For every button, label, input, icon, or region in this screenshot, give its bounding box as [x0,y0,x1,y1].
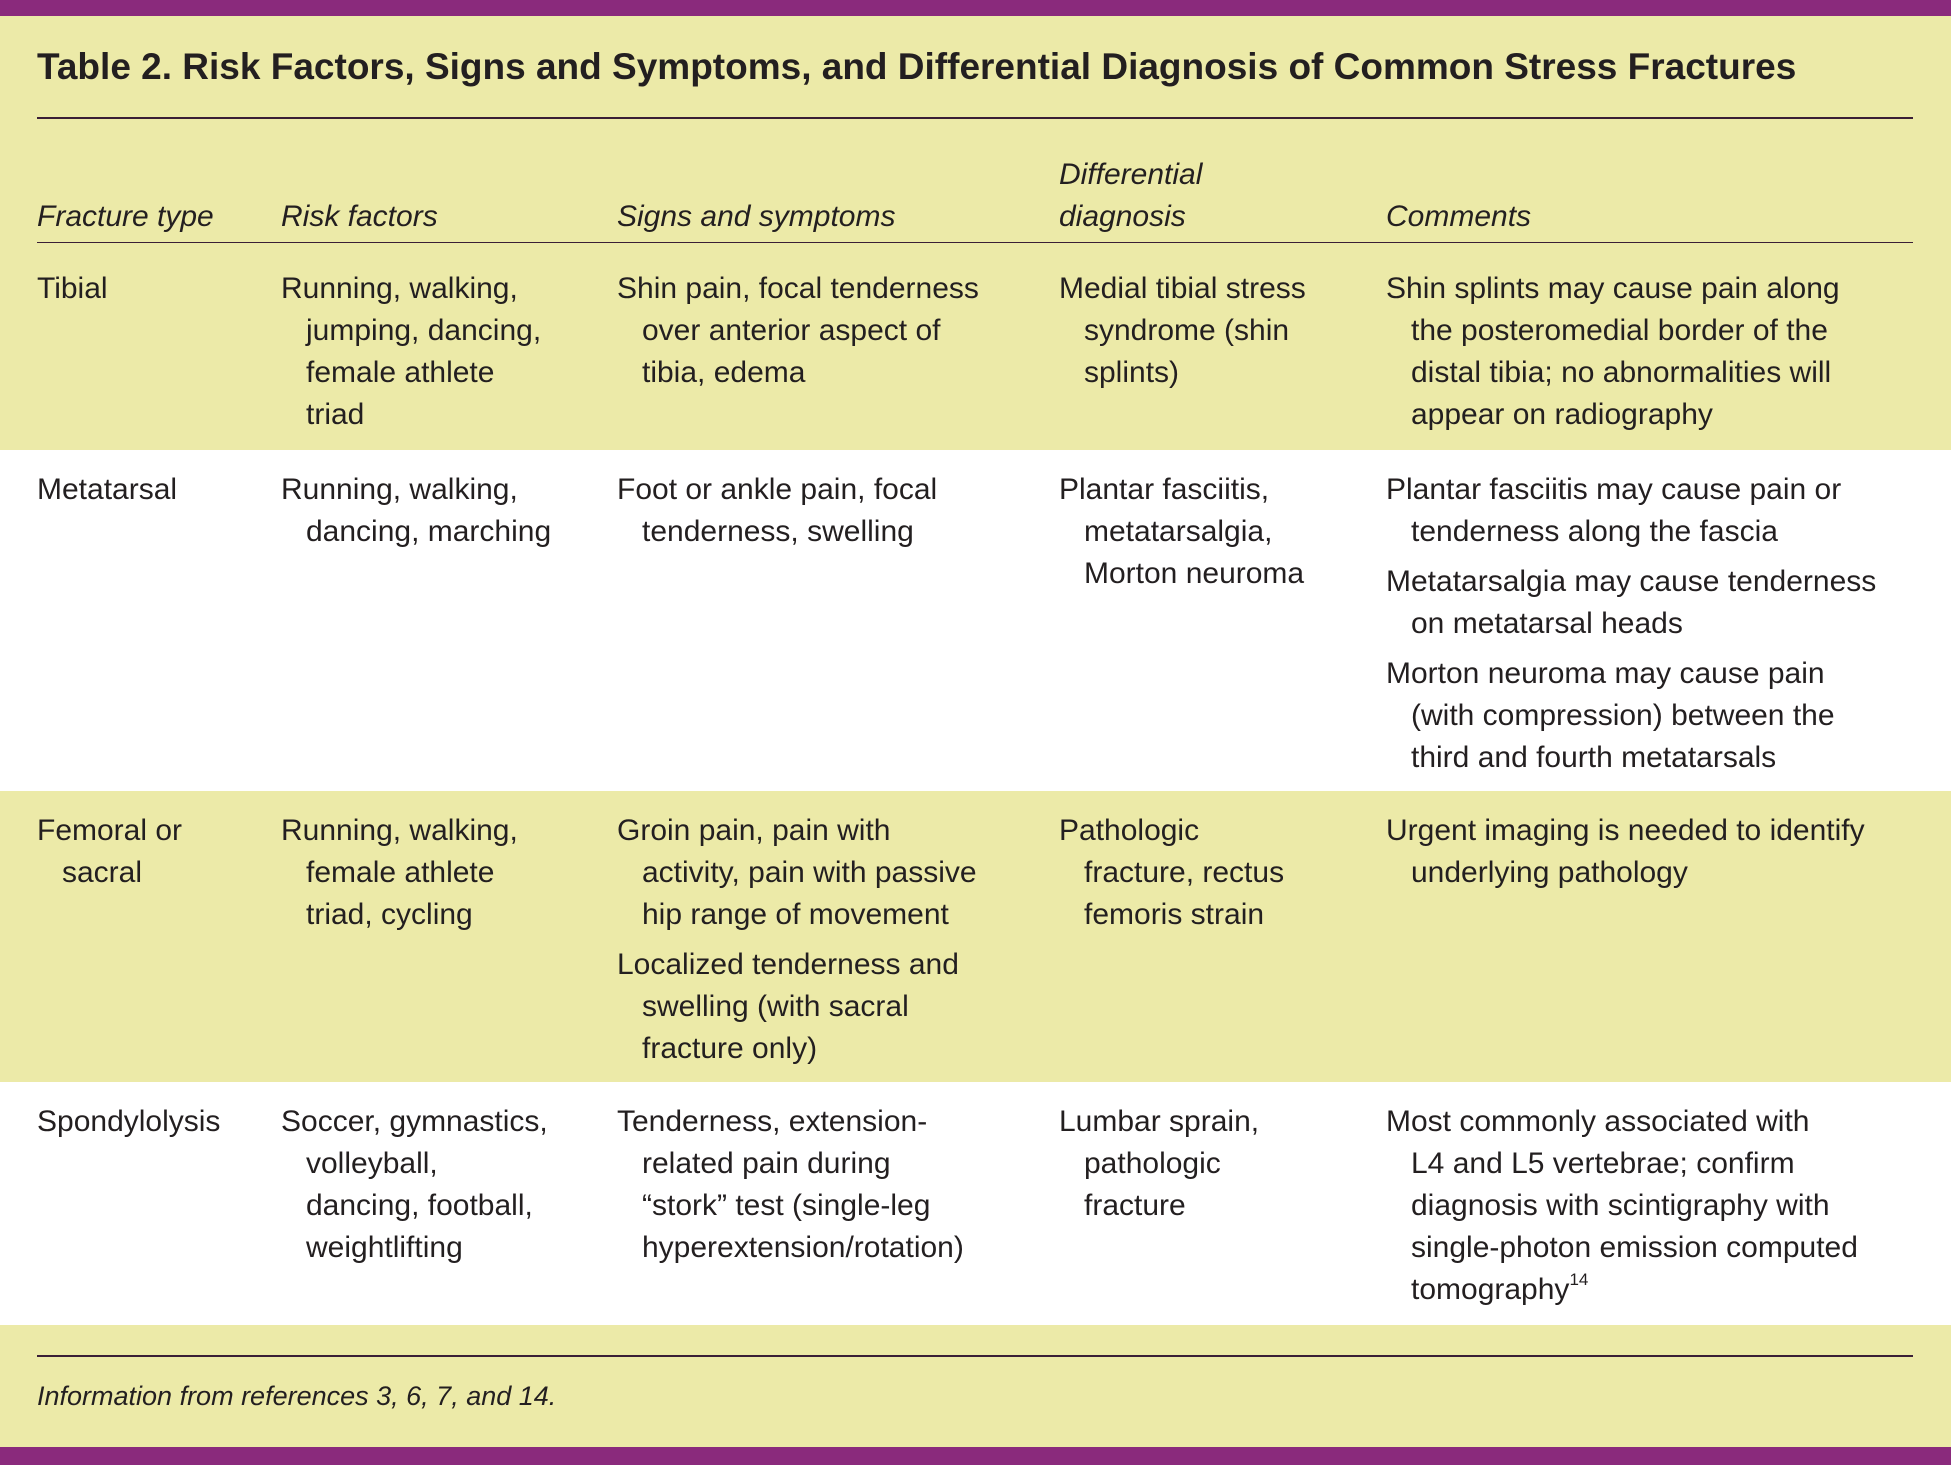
cell-text: dancing, marching [306,515,552,548]
cell-paragraph [1386,653,1876,779]
cell-text: Plantar fasciitis may cause pain or [1386,473,1842,506]
cell-line [1059,268,1306,310]
cell-text: tomography [1411,1273,1570,1306]
cell-text: pathologic [1084,1147,1221,1180]
cell-text: activity, pain with passive [642,856,977,889]
cell-text: Femoral or [37,814,183,847]
cell-text: underlying pathology [1411,856,1688,889]
cell-line [1386,603,1876,645]
cell-text: sacral [62,856,143,889]
cell-text: weightlifting [306,1231,463,1264]
cell-line [281,1185,548,1227]
cell-paragraph [1386,561,1876,645]
cell-text: fracture, rectus [1084,856,1285,889]
cell-line [1386,695,1876,737]
cell-line [1386,810,1865,852]
cell-text: triad [306,398,365,431]
cell-paragraph [281,469,551,553]
cell-line [617,1143,964,1185]
cell-line [281,894,518,936]
cell-text: Tenderness, extension- [617,1105,928,1138]
cell-text: Running, walking, [281,473,518,506]
table-row [0,243,1951,450]
cell-line [37,1101,220,1143]
cell-line [1059,810,1284,852]
cell-line [37,268,108,310]
cell-text: single-photon emission computed [1411,1231,1858,1264]
cell-text: triad, cycling [306,898,473,931]
cell-line [1059,511,1304,553]
header-line: Signs and symptoms [617,200,896,233]
cell-text: splints) [1084,356,1180,389]
header-line: diagnosis [1059,200,1186,233]
cell-line [617,469,937,511]
cell-line [1386,1269,1858,1311]
cell-line [1386,394,1840,436]
cell-text: on metatarsal heads [1411,607,1683,640]
table-row [0,791,1951,1082]
cell-text: Pathologic [1059,814,1200,847]
cell-line [281,1101,548,1143]
cell-paragraph [1386,1101,1858,1311]
cell-risk-factors [281,268,541,444]
cell-line [617,810,977,852]
cell-line [617,268,979,310]
cell-line [617,310,979,352]
cell-text: hip range of movement [642,898,949,931]
cell-text: female athlete [306,856,495,889]
cell-paragraph [1386,268,1840,436]
cell-line [1386,852,1865,894]
cell-line [1059,310,1306,352]
cell-line [1386,561,1876,603]
cell-line [617,352,979,394]
cell-text: Soccer, gymnastics, [281,1105,548,1138]
cell-line [1059,469,1304,511]
cell-paragraph [1059,1101,1259,1227]
cell-text: related pain during [642,1147,891,1180]
cell-differential-diagnosis [1059,469,1304,603]
table-header [0,150,1951,238]
cell-text: Morton neuroma may cause pain [1386,657,1825,690]
cell-line [1059,894,1284,936]
cell-line [281,810,518,852]
cell-line [1059,352,1306,394]
header-risk-factors [281,196,438,238]
cell-paragraph [1386,810,1865,894]
cell-line [1059,553,1304,595]
cell-paragraph [1059,810,1284,936]
cell-line [1386,1101,1858,1143]
cell-comments [1386,469,1876,787]
cell-text: tenderness along the fascia [1411,515,1778,548]
cell-paragraph [37,1101,220,1143]
cell-paragraph [37,469,177,511]
cell-text: volleyball, [306,1147,438,1180]
cell-signs-symptoms [617,1101,964,1277]
cell-text: Most commonly associated with [1386,1105,1810,1138]
cell-line [617,852,977,894]
header-comments [1386,196,1531,238]
cell-risk-factors [281,1101,548,1277]
cell-text: Spondylolysis [37,1105,221,1138]
cell-line [281,394,541,436]
cell-text: over anterior aspect of [642,314,941,347]
cell-text: female athlete [306,356,495,389]
cell-text: fracture only) [642,1032,818,1065]
cell-line [37,469,177,511]
footer-rule [37,1355,1913,1357]
cell-fracture-type [37,268,108,318]
cell-risk-factors [281,469,551,561]
cell-text: Urgent imaging is needed to identify [1386,814,1865,847]
cell-paragraph [37,268,108,310]
title-rule [37,117,1913,119]
cell-text: tibia, edema [642,356,806,389]
header-line: Comments [1386,200,1532,233]
cell-line [37,810,182,852]
cell-paragraph [281,268,541,436]
top-accent-bar [0,0,1951,16]
cell-paragraph [1386,469,1876,553]
header-line: Differential [1059,158,1203,191]
cell-line [281,852,518,894]
footnote: Information from references 3, 6, 7, and 14. [37,1381,557,1411]
cell-line [1386,310,1840,352]
cell-line [1386,1185,1858,1227]
cell-text: Running, walking, [281,272,518,305]
cell-line [1386,268,1840,310]
cell-line [281,1143,548,1185]
cell-line [281,268,541,310]
cell-line [1386,352,1840,394]
cell-line [617,511,937,553]
cell-signs-symptoms [617,268,979,402]
cell-paragraph [281,810,518,936]
cell-text: metatarsalgia, [1084,515,1273,548]
cell-line [1386,737,1876,779]
cell-line [281,310,541,352]
table-row [0,450,1951,791]
cell-differential-diagnosis [1059,1101,1259,1235]
cell-text: diagnosis with scintigraphy with [1411,1189,1830,1222]
cell-text: fracture [1084,1189,1186,1222]
cell-text: Metatarsalgia may cause tenderness [1386,565,1877,598]
cell-fracture-type [37,810,182,902]
cell-paragraph [1059,469,1304,595]
cell-text: distal tibia; no abnormalities will [1411,356,1832,389]
cell-fracture-type [37,1101,220,1151]
cell-text: Shin splints may cause pain along [1386,272,1840,305]
cell-paragraph [617,810,977,936]
cell-text: swelling (with sacral [642,990,909,1023]
cell-text: Shin pain, focal tenderness [617,272,979,305]
cell-text: Medial tibial stress [1059,272,1306,305]
cell-line [617,986,977,1028]
cell-line [1059,1143,1259,1185]
cell-line [617,944,977,986]
cell-fracture-type [37,469,177,519]
cell-line [281,352,541,394]
table-row [0,1082,1951,1325]
cell-text: the posteromedial border of the [1411,314,1828,347]
cell-text: Foot or ankle pain, focal [617,473,938,506]
header-line: Risk factors [281,200,438,233]
cell-line [1059,1101,1259,1143]
cell-paragraph [617,469,937,553]
cell-paragraph [37,810,182,894]
cell-paragraph [281,1101,548,1269]
bottom-accent-bar [0,1447,1951,1465]
cell-line [617,1101,964,1143]
cell-text: Lumbar sprain, [1059,1105,1260,1138]
cell-paragraph [1059,268,1306,394]
cell-line [1059,852,1284,894]
cell-text: syndrome (shin [1084,314,1290,347]
cell-line [1386,1143,1858,1185]
cell-text: Plantar fasciitis, [1059,473,1270,506]
cell-text: Running, walking, [281,814,518,847]
header-differential-diagnosis [1059,154,1202,238]
cell-text: Groin pain, pain with [617,814,891,847]
cell-line [1386,469,1876,511]
header-fracture-type [37,196,214,238]
header-line: Fracture type [37,200,214,233]
cell-text: jumping, dancing, [306,314,542,347]
cell-text: hyperextension/rotation) [642,1231,964,1264]
cell-text: third and fourth metatarsals [1411,741,1777,774]
cell-line [617,894,977,936]
table-title: Table 2. Risk Factors, Signs and Symptoms, and Differential Diagnosis of Common Stress Fractures [37,46,1797,87]
cell-paragraph [617,944,977,1070]
cell-paragraph [617,268,979,394]
cell-line [281,511,551,553]
cell-signs-symptoms [617,810,977,1078]
cell-differential-diagnosis [1059,810,1284,944]
cell-text: appear on radiography [1411,398,1713,431]
cell-line [281,469,551,511]
cell-line [617,1185,964,1227]
cell-comments [1386,1101,1858,1319]
cell-text: Tibial [37,272,108,305]
cell-line [1386,1227,1858,1269]
cell-text: femoris strain [1084,898,1265,931]
cell-paragraph [617,1101,964,1269]
header-signs-symptoms [617,196,895,238]
cell-comments [1386,810,1865,902]
cell-text: Localized tenderness and [617,948,959,981]
cell-comments [1386,268,1840,444]
cell-line [281,1227,548,1269]
cell-line [37,852,182,894]
cell-risk-factors [281,810,518,944]
cell-line [1386,653,1876,695]
cell-text: tenderness, swelling [642,515,914,548]
cell-line [1059,1185,1259,1227]
cell-text: dancing, football, [306,1189,533,1222]
cell-line [1386,511,1876,553]
reference-superscript: 14 [1569,1270,1589,1289]
cell-line [617,1227,964,1269]
cell-text: Metatarsal [37,473,178,506]
cell-text: (with compression) between the [1411,699,1835,732]
cell-differential-diagnosis [1059,268,1306,402]
cell-signs-symptoms [617,469,937,561]
cell-text: “stork” test (single-leg [642,1189,931,1222]
cell-text: L4 and L5 vertebrae; confirm [1411,1147,1795,1180]
cell-line [617,1028,977,1070]
cell-text: Morton neuroma [1084,557,1305,590]
